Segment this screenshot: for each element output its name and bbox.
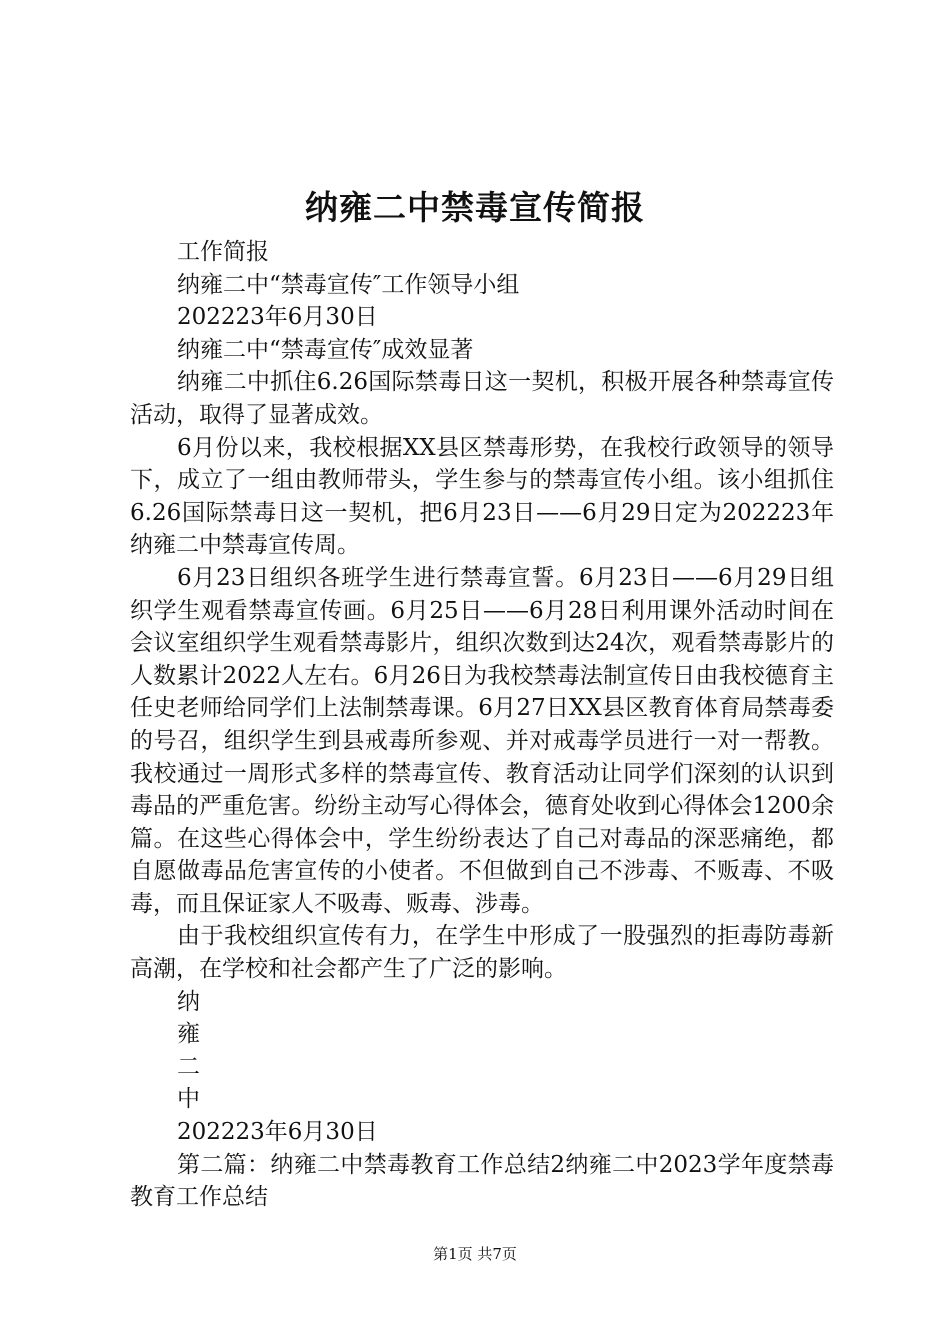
- signature-char: 雍: [177, 1021, 200, 1048]
- signature-date: 202223年6月30日: [177, 1119, 378, 1146]
- document-body: [130, 236, 834, 1214]
- paragraph-background: 6月份以来，我校根据XX县区禁毒形势，在我校行政领导的领导下，成立了一组由教师带头，学生参与的禁毒宣传小组。该小组抓住6.26国际禁毒日这一契机，把6月23日——6月29日定为202223年纳雍二中禁毒宣传周。: [130, 434, 834, 559]
- header-line-report-type: 工作简报: [177, 239, 269, 265]
- signature-char: 二: [177, 1053, 200, 1080]
- header-line-issuer: 纳雍二中“禁毒宣传″工作领导小组: [177, 271, 520, 298]
- paragraph-intro: 纳雍二中抓住6.26国际禁毒日这一契机，积极开展各种禁毒宣传活动，取得了显著成效。: [130, 369, 834, 428]
- document-title: 纳雍二中禁毒宣传简报: [305, 188, 645, 227]
- next-section-heading: 第二篇：纳雍二中禁毒教育工作总结2纳雍二中2023学年度禁毒教育工作总结: [130, 1151, 834, 1211]
- paragraph-activities: 6月23日组织各班学生进行禁毒宣誓。6月23日——6月29日组织学生观看禁毒宣传画。6月25日——6月28日利用课外活动时间在会议室组织学生观看禁毒影片，组织次数到达24次，观看禁毒影片的人数累计2022人左右。6月26日为我校禁毒法制宣传日由我校德育主任史老师给同学们上法制禁毒课。6月27日XX县区教育体育局禁毒委的号召，组织学生到县戒毒所参观、并对戒毒学员进行一对一帮教。我校通过一周形式多样的禁毒宣传、教育活动让同学们深刻的认识到毒品的严重危害。纷纷主动写心得体会，德育处收到心得体会1200余篇。在这些心得体会中，学生纷纷表达了自己对毒品的深恶痛绝，都自愿做毒品危害宣传的小使者。不但做到自己不涉毒、不贩毒、不吸毒，而且保证家人不吸毒、贩毒、涉毒。: [130, 564, 834, 917]
- signature-char: 中: [177, 1086, 200, 1113]
- header-line-headline: 纳雍二中“禁毒宣传″成效显著: [177, 336, 474, 363]
- paragraph-conclusion: 由于我校组织宣传有力，在学生中形成了一股强烈的拒毒防毒新高潮，在学校和社会都产生了广泛的影响。: [130, 923, 834, 983]
- page-footer: 第1页 共7页: [433, 1245, 517, 1263]
- signature-char: 纳: [177, 988, 200, 1015]
- header-line-date: 202223年6月30日: [177, 304, 378, 331]
